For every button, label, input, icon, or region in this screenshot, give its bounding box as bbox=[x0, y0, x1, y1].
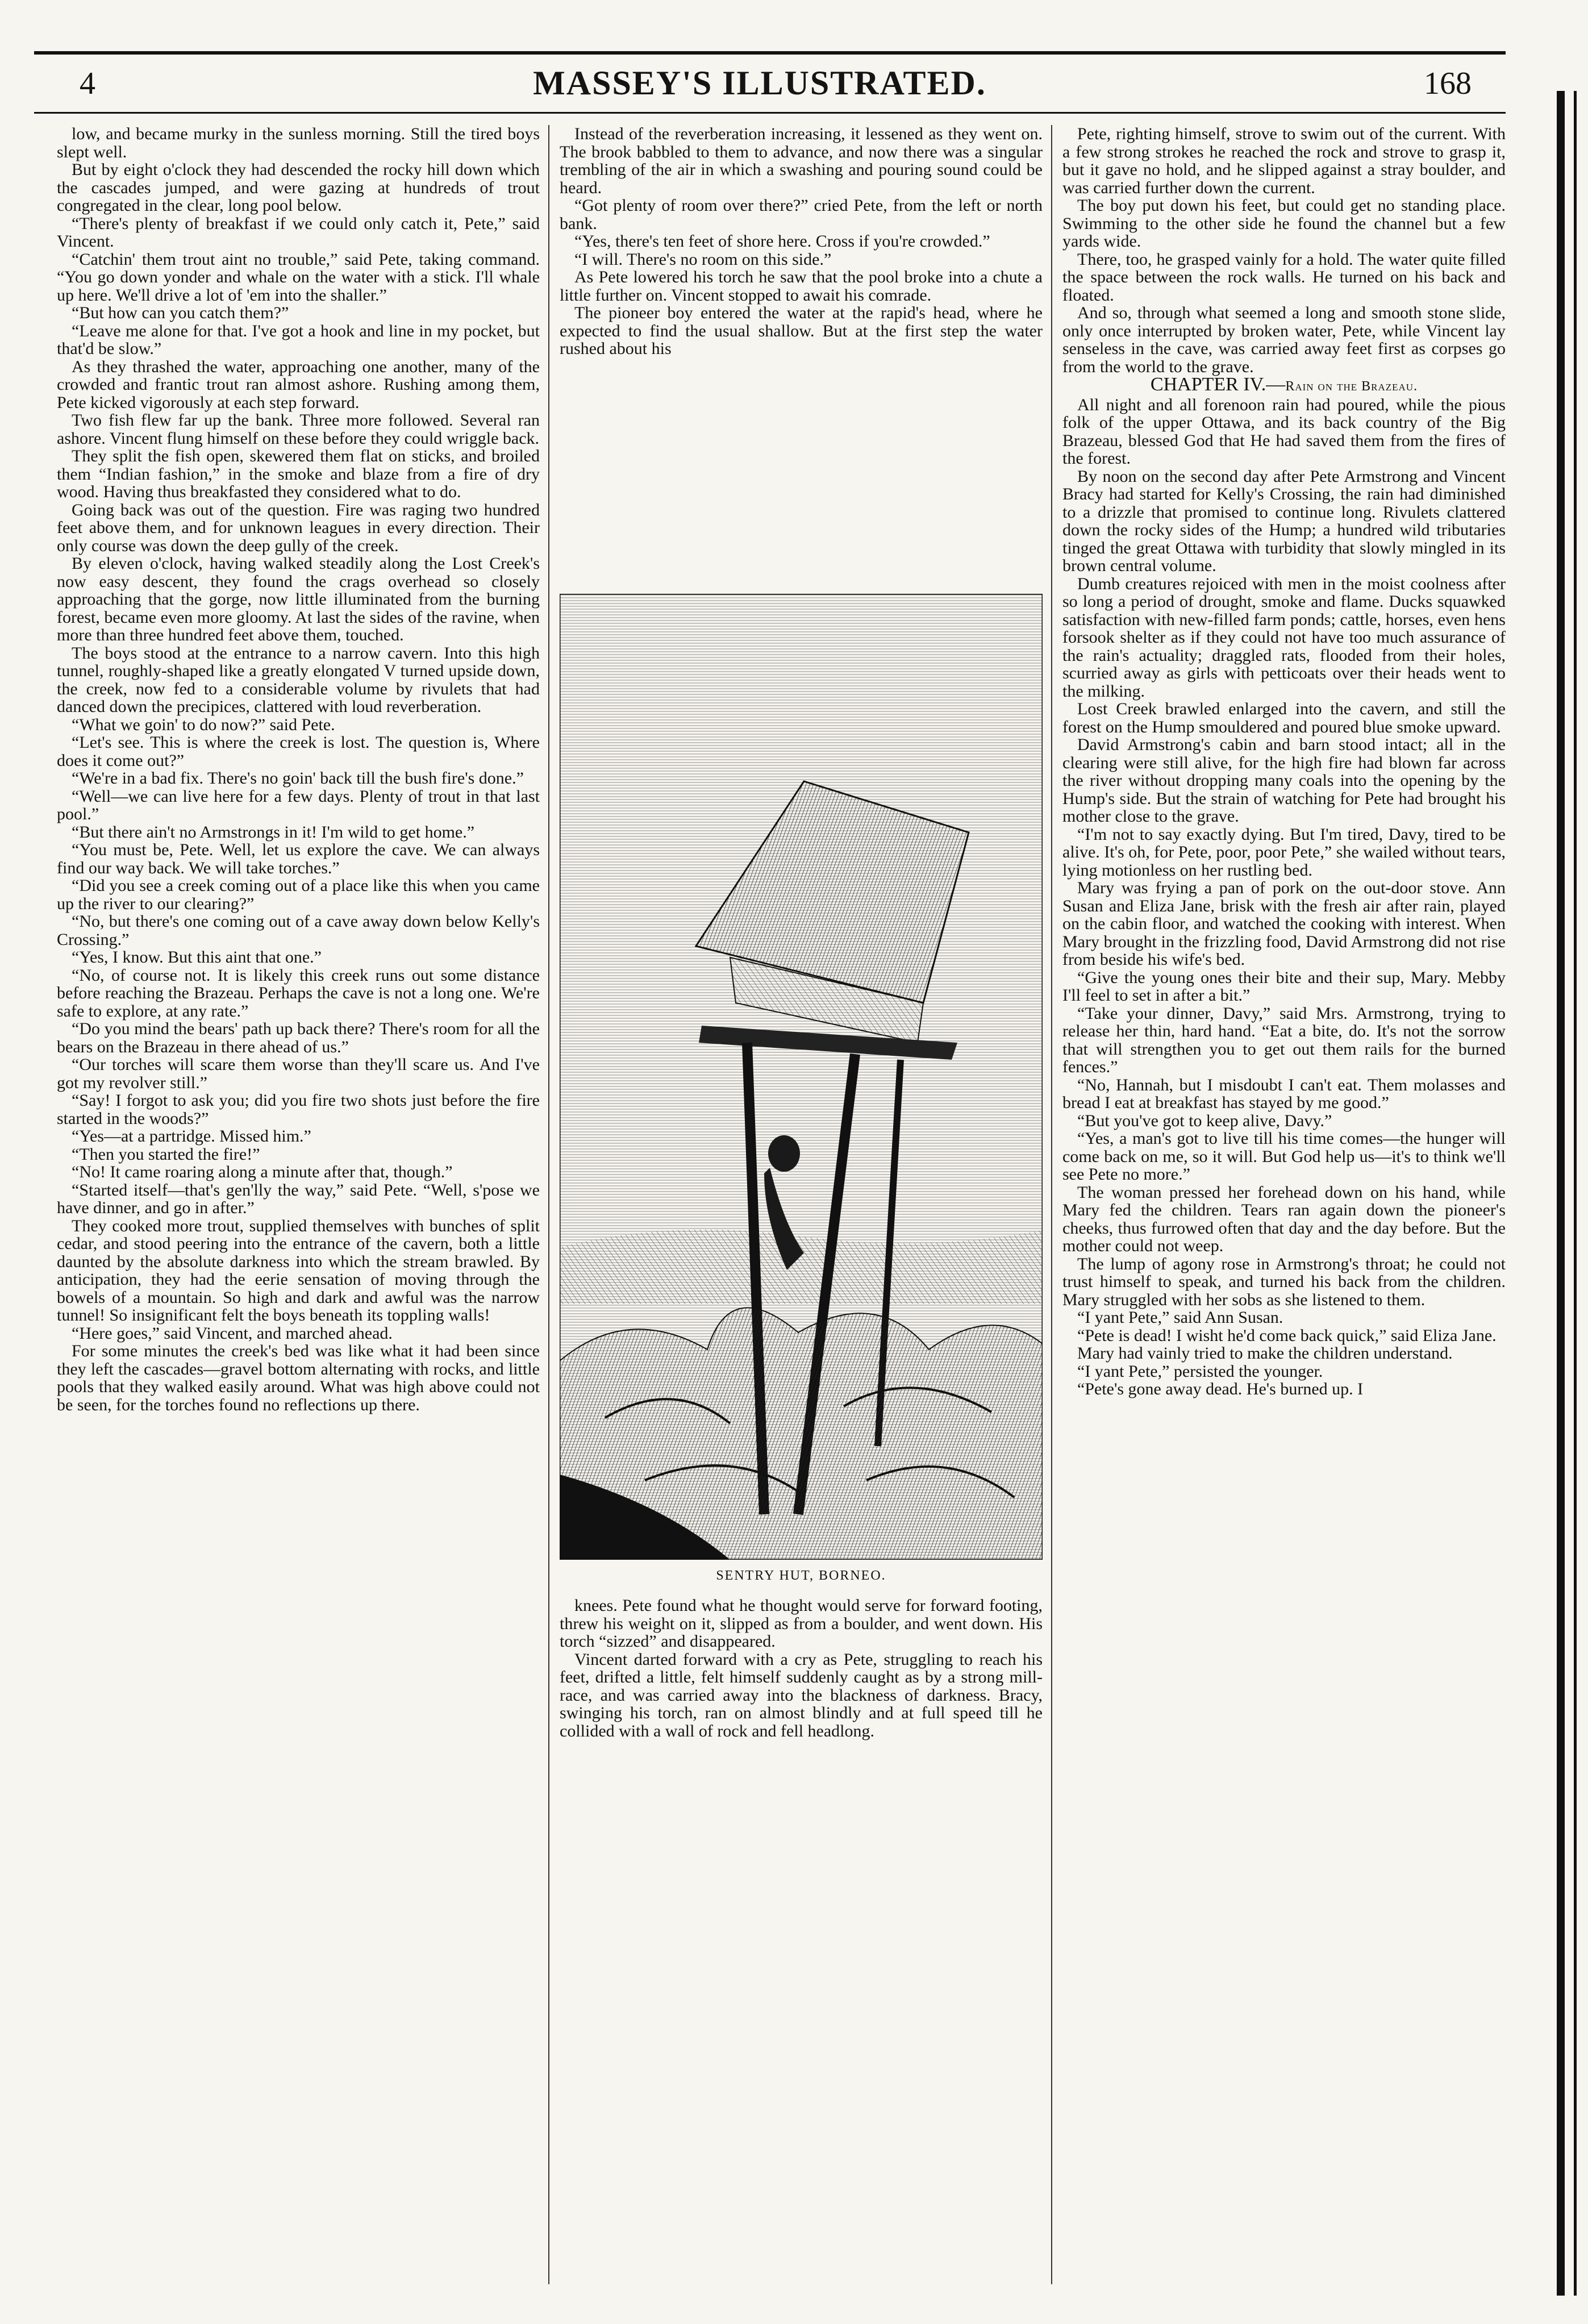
paragraph: “I will. There's no room on this side.” bbox=[574, 249, 832, 269]
paragraph: “We're in a bad fix. There's no goin' back till the bush fire's done.” bbox=[72, 769, 524, 788]
sentry-hut-illustration bbox=[560, 594, 1043, 1560]
paragraph: “Started itself—that's gen'lly the way,” said Pete. “Well, s'pose we have dinner, and go in after.” bbox=[57, 1180, 540, 1217]
chapter-title: Rain on the Brazeau. bbox=[1285, 379, 1418, 394]
column-1 bbox=[57, 125, 540, 1414]
paragraph: “But there ain't no Armstrongs in it! I'm wild to get home.” bbox=[72, 822, 475, 842]
paragraph: There, too, he grasped vainly for a hold. The water quite filled the space between the rock walls. He turned on his back and floated. bbox=[1062, 249, 1506, 305]
paragraph: “Pete's gone away dead. He's burned up. I bbox=[1077, 1380, 1364, 1398]
paragraph: For some minutes the creek's bed was like what it had been since they left the cascades—gravel bottom alternating with rocks, and little pools that they walked easily around. What was high above could not be seen, for the torches found no reflections up there. bbox=[57, 1342, 540, 1414]
figure-caption: SENTRY HUT, BORNEO. bbox=[716, 1568, 886, 1583]
paragraph: As they thrashed the water, approaching one another, many of the crowded and frantic trout ran almost ashore. Rushing among them, Pete kicked vigorously at each step forward. bbox=[57, 357, 540, 412]
paragraph: By noon on the second day after Pete Armstrong and Vincent Bracy had started for Kelly's Crossing, the rain had diminished to a drizzle that promised to continue long. Rivulets clattered down the rocky sides of the Hump; a hundred wild tributaries tinged the great Ottawa with turbidity that slowly mingled in its brown central volume. bbox=[1062, 467, 1506, 575]
page-number-left: 4 bbox=[80, 65, 95, 101]
paragraph: “Do you mind the bears' path up back there? There's room for all the bears on the Brazeau in there ahead of us.” bbox=[57, 1019, 540, 1056]
paragraph: All night and all forenoon rain had poured, while the pious folk of the upper Ottawa, and its back country of the Big Brazeau, blessed God that He had saved them from the fires of the forest. bbox=[1062, 395, 1506, 468]
paragraph: “No! It came roaring along a minute after that, though.” bbox=[72, 1163, 453, 1181]
paragraph: “Say! I forgot to ask you; did you fire two shots just before the fire started in the woods?” bbox=[57, 1091, 540, 1128]
column-2-top bbox=[560, 125, 1043, 358]
paragraph: But by eight o'clock they had descended the rocky hill down which the cascades jumped, and were gazing at hundreds of trout congregated in the clear, long pool below. bbox=[57, 160, 540, 215]
newspaper-page bbox=[34, 51, 1506, 2284]
paragraph: “What we goin' to do now?” said Pete. bbox=[72, 715, 335, 734]
paragraph: They cooked more trout, supplied themselves with bunches of split cedar, and stood peering into the entrance of the cavern, both a little daunted by the absolute darkness into which the stream brawled. By anticipation, they had the eerie sensation of moving through the bowels of a mountain. So high and dark and awful was the narrow tunnel! So insignificant felt the boys beneath its toppling walls! bbox=[57, 1216, 540, 1325]
paragraph: “Yes, a man's got to live till his time comes—the hunger will come back on me, so it will. But God help us—it's to think we'll see Pete no more.” bbox=[1062, 1129, 1506, 1184]
engraving-image bbox=[560, 594, 1043, 1560]
paragraph: “But you've got to keep alive, Davy.” bbox=[1077, 1111, 1332, 1130]
paragraph: “Then you started the fire!” bbox=[72, 1144, 260, 1164]
paragraph: “I yant Pete,” said Ann Susan. bbox=[1077, 1308, 1283, 1327]
paragraph: Dumb creatures rejoiced with men in the moist coolness after so long a period of drought, smoke and flame. Ducks squawked satisfaction with new-filled farm ponds; cattle, horses, even hens forsook shelter as if they could not have too much assurance of the rain's actuality; draggled rats, flooded from their holes, scurried away as girls with petticoats over their heads went to the milking. bbox=[1062, 574, 1506, 701]
paragraph: low, and became murky in the sunless morning. Still the tired boys slept well. bbox=[57, 124, 540, 161]
column-divider bbox=[548, 125, 549, 2284]
column-2-bottom bbox=[560, 1597, 1043, 1740]
paragraph: “I yant Pete,” persisted the younger. bbox=[1077, 1361, 1323, 1381]
paragraph: Instead of the reverberation increasing, it lessened as they went on. The brook babbled to them to advance, and now there was a singular trembling of the air in which a swashing and pouring sound could be heard. bbox=[560, 124, 1043, 197]
paragraph: David Armstrong's cabin and barn stood intact; all in the clearing were still alive, for the high fire had blown far across the river without dropping many coals into the opening by the Hump's side. But the strain of watching for Pete had brought his mother close to the grave. bbox=[1062, 735, 1506, 826]
paragraph: Pete, righting himself, strove to swim out of the current. With a few strong strokes he reached the rock and strove to grasp it, but it gave no hold, and he slipped against a stray boulder, and was carried further down the current. bbox=[1062, 124, 1506, 197]
column-3 bbox=[1062, 125, 1506, 1398]
chapter-heading bbox=[1062, 376, 1506, 396]
paragraph: “There's plenty of breakfast if we could only catch it, Pete,” said Vincent. bbox=[57, 214, 540, 251]
paragraph: By eleven o'clock, having walked steadily along the Lost Creek's now easy descent, they found the crags overhead so closely approaching that the gorge, now little illuminated from the burning forest, became even more gloomy. At last the sides of the ravine, when more than three hundred feet above them, touched. bbox=[57, 554, 540, 644]
paragraph: “Pete is dead! I wisht he'd come back quick,” said Eliza Jane. bbox=[1077, 1326, 1497, 1345]
paragraph: Mary had vainly tried to make the children understand. bbox=[1077, 1344, 1453, 1363]
paragraph: “Our torches will scare them worse than they'll scare us. And I've got my revolver still.” bbox=[57, 1055, 540, 1092]
paragraph: Going back was out of the question. Fire was raging two hundred feet above them, and for unknown leagues in every direction. Their only course was down the deep gully of the creek. bbox=[57, 500, 540, 555]
page-number-right: 168 bbox=[1424, 65, 1472, 101]
paragraph: “Here goes,” said Vincent, and marched ahead. bbox=[72, 1323, 393, 1343]
paragraph: “Let's see. This is where the creek is lost. The question is, Where does it come out?” bbox=[57, 733, 540, 770]
paragraph: “I'm not to say exactly dying. But I'm tired, Davy, tired to be alive. It's oh, for Pete, poor, poor Pete,” she wailed without tears, lying motionless on her rustling bed. bbox=[1062, 824, 1506, 880]
paragraph: The boy put down his feet, but could get no standing place. Swimming to the other side he found the channel but a few yards wide. bbox=[1062, 196, 1506, 251]
paragraph: “But how can you catch them?” bbox=[72, 303, 289, 322]
paragraph: Two fish flew far up the bank. Three more followed. Several ran ashore. Vincent flung himself on these before they could wriggle back. bbox=[57, 411, 540, 448]
paragraph: “Yes, I know. But this aint that one.” bbox=[72, 948, 322, 967]
paragraph: “Did you see a creek coming out of a place like this when you came up the river to our clearing?” bbox=[57, 876, 540, 913]
paragraph: “Take your dinner, Davy,” said Mrs. Armstrong, trying to release her thin, hard hand. “Eat a bite, do. It's not the sorrow that will strengthen you to get out them rails for the burned fences.” bbox=[1062, 1003, 1506, 1076]
paragraph: Lost Creek brawled enlarged into the cavern, and still the forest on the Hump smouldered and poured blue smoke upward. bbox=[1062, 699, 1506, 736]
paragraph: As Pete lowered his torch he saw that the pool broke into a chute a little further on. Vincent stopped to await his comrade. bbox=[560, 268, 1043, 305]
paragraph: Vincent darted forward with a cry as Pete, struggling to reach his feet, drifted a little, felt himself suddenly caught as by a strong mill-race, and was carried away into the blackness of darkness. Bracy, swinging his torch, ran on almost blindly and at full speed till he collided with a wall of rock and fell headlong. bbox=[560, 1650, 1043, 1740]
paragraph: “Catchin' them trout aint no trouble,” said Pete, taking command. “You go down yonder and whale on the water with a stick. I'll whale up here. We'll drive a lot of 'em into the shaller.” bbox=[57, 249, 540, 305]
column-divider bbox=[1051, 125, 1052, 2284]
page-edge-rule bbox=[1574, 91, 1577, 2296]
paragraph: The boys stood at the entrance to a narrow cavern. Into this high tunnel, roughly-shaped like a greatly elongated V turned upside down, the creek, now fed to a considerable volume by rivulets that had danced down the precipices, clattered with loud reverberation. bbox=[57, 643, 540, 716]
masthead bbox=[34, 51, 1506, 114]
paragraph: “No, of course not. It is likely this creek runs out some distance before reaching the Brazeau. Perhaps the cave is not a long one. We're safe to explore, at any rate.” bbox=[57, 965, 540, 1021]
paragraph: “Yes—at a partridge. Missed him.” bbox=[72, 1127, 311, 1146]
paragraph: “Got plenty of room over there?” cried Pete, from the left or north bank. bbox=[560, 196, 1043, 233]
paragraph: “Give the young ones their bite and their sup, Mary. Mebby I'll feel to set in after a bit.” bbox=[1062, 968, 1506, 1005]
paragraph: “No, but there's one coming out of a cave away down below Kelly's Crossing.” bbox=[57, 912, 540, 949]
column-3-top bbox=[1062, 125, 1506, 376]
publication-title: MASSEY'S ILLUSTRATED. bbox=[533, 64, 986, 102]
chapter-number: CHAPTER IV.— bbox=[1150, 374, 1286, 395]
paragraph: knees. Pete found what he thought would serve for forward footing, threw his weight on it, slipped as from a boulder, and went down. His torch “sizzed” and disappeared. bbox=[560, 1596, 1043, 1651]
page-edge-rule bbox=[1557, 91, 1565, 2296]
paragraph: Mary was frying a pan of pork on the out-door stove. Ann Susan and Eliza Jane, brisk with the fresh air after rain, played on the cabin floor, and watched the cooking with interest. When Mary brought in the frizzling food, David Armstrong did not rise from beside his wife's bed. bbox=[1062, 878, 1506, 969]
column-3-bottom bbox=[1062, 396, 1506, 1398]
paragraph: “You must be, Pete. Well, let us explore the cave. We can always find our way back. We will take torches.” bbox=[57, 840, 540, 877]
paragraph: The lump of agony rose in Armstrong's throat; he could not trust himself to speak, and turned his back from the children. Mary struggled with her sobs as she listened to them. bbox=[1062, 1254, 1506, 1309]
paragraph: The woman pressed her forehead down on his hand, while Mary fed the children. Tears ran again down the pioneer's cheeks, thus furrowed often that day and the day before. But the mother could not weep. bbox=[1062, 1182, 1506, 1255]
paragraph: “Well—we can live here for a few days. Plenty of trout in that last pool.” bbox=[57, 786, 540, 823]
paragraph: “No, Hannah, but I misdoubt I can't eat. Them molasses and bread I eat at breakfast has stayed by me good.” bbox=[1062, 1075, 1506, 1112]
paragraph: The pioneer boy entered the water at the rapid's head, where he expected to find the usual shallow. But at the first step the water rushed about his bbox=[560, 303, 1043, 358]
paragraph: “Yes, there's ten feet of shore here. Cross if you're crowded.” bbox=[574, 232, 990, 251]
paragraph: They split the fish open, skewered them flat on sticks, and broiled them “Indian fashion,” in the smoke and blaze from a fire of dry wood. Having thus breakfasted they considered what to do. bbox=[57, 447, 540, 501]
paragraph: “Leave me alone for that. I've got a hook and line in my pocket, but that'd be slow.” bbox=[57, 321, 540, 358]
paragraph: And so, through what seemed a long and smooth stone slide, only once interrupted by broken water, Pete, while Vincent lay senseless in the cave, was carried away feet first as corpses go from the world to the grave. bbox=[1062, 303, 1506, 376]
